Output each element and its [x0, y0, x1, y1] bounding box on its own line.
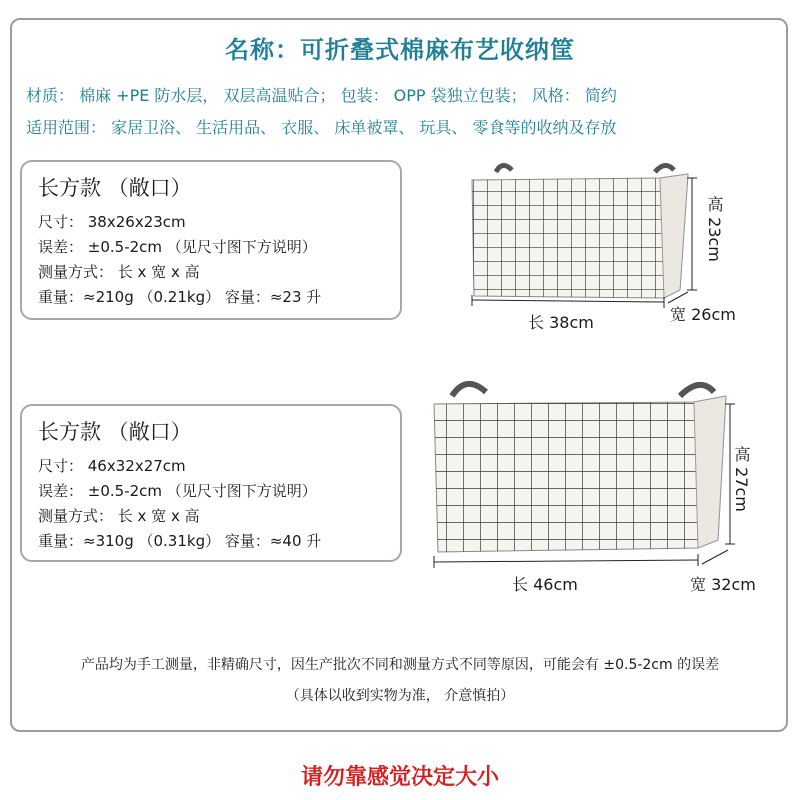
- size-warning: 请勿靠感觉决定大小: [300, 765, 499, 790]
- basket-large-image: [430, 370, 750, 580]
- dim-width: 宽 32cm: [690, 575, 756, 594]
- size-row: 尺寸： 46x32x27cm: [38, 457, 186, 475]
- dim-height: 高 27cm: [732, 446, 751, 512]
- dim-width: 宽 26cm: [670, 305, 736, 324]
- tolerance-row: 误差： ±0.5-2cm （见尺寸图下方说明）: [38, 482, 317, 500]
- dim-length: 长 38cm: [528, 313, 594, 332]
- method-row: 测量方式： 长 x 宽 x 高: [38, 263, 200, 281]
- dim-height: 高 23cm: [705, 196, 724, 262]
- dim-length: 长 46cm: [512, 575, 578, 594]
- material-line: 材质： 棉麻 +PE 防水层， 双层高温贴合； 包装： OPP 袋独立包装； 风格： 简约: [26, 86, 617, 105]
- spec-card-large: [20, 404, 402, 562]
- weight-row: 重量：≈210g （0.21kg） 容量：≈23 升: [38, 288, 322, 306]
- disclaimer-line: 产品均为手工测量，非精确尺寸，因生产批次不同和测量方式不同等原因，可能会有 ±0.5-2cm 的误差: [80, 657, 720, 673]
- card-title: 长方款 （敞口）: [38, 176, 192, 200]
- weight-row: 重量：≈310g （0.31kg） 容量：≈40 升: [38, 532, 322, 550]
- usage-line: 适用范围： 家居卫浴、 生活用品、 衣服、 床单被罩、 玩具、 零食等的收纳及存放: [26, 118, 617, 137]
- page-title: 名称：可折叠式棉麻布艺收纳筐: [225, 36, 575, 64]
- method-row: 测量方式： 长 x 宽 x 高: [38, 507, 200, 525]
- tolerance-row: 误差： ±0.5-2cm （见尺寸图下方说明）: [38, 238, 317, 256]
- basket-small-image: [460, 150, 710, 320]
- size-row: 尺寸： 38x26x23cm: [38, 213, 186, 231]
- spec-card-small: [20, 160, 402, 320]
- card-title: 长方款 （敞口）: [38, 420, 192, 444]
- disclaimer-note: （具体以收到实物为准， 介意慎拍）: [285, 688, 515, 704]
